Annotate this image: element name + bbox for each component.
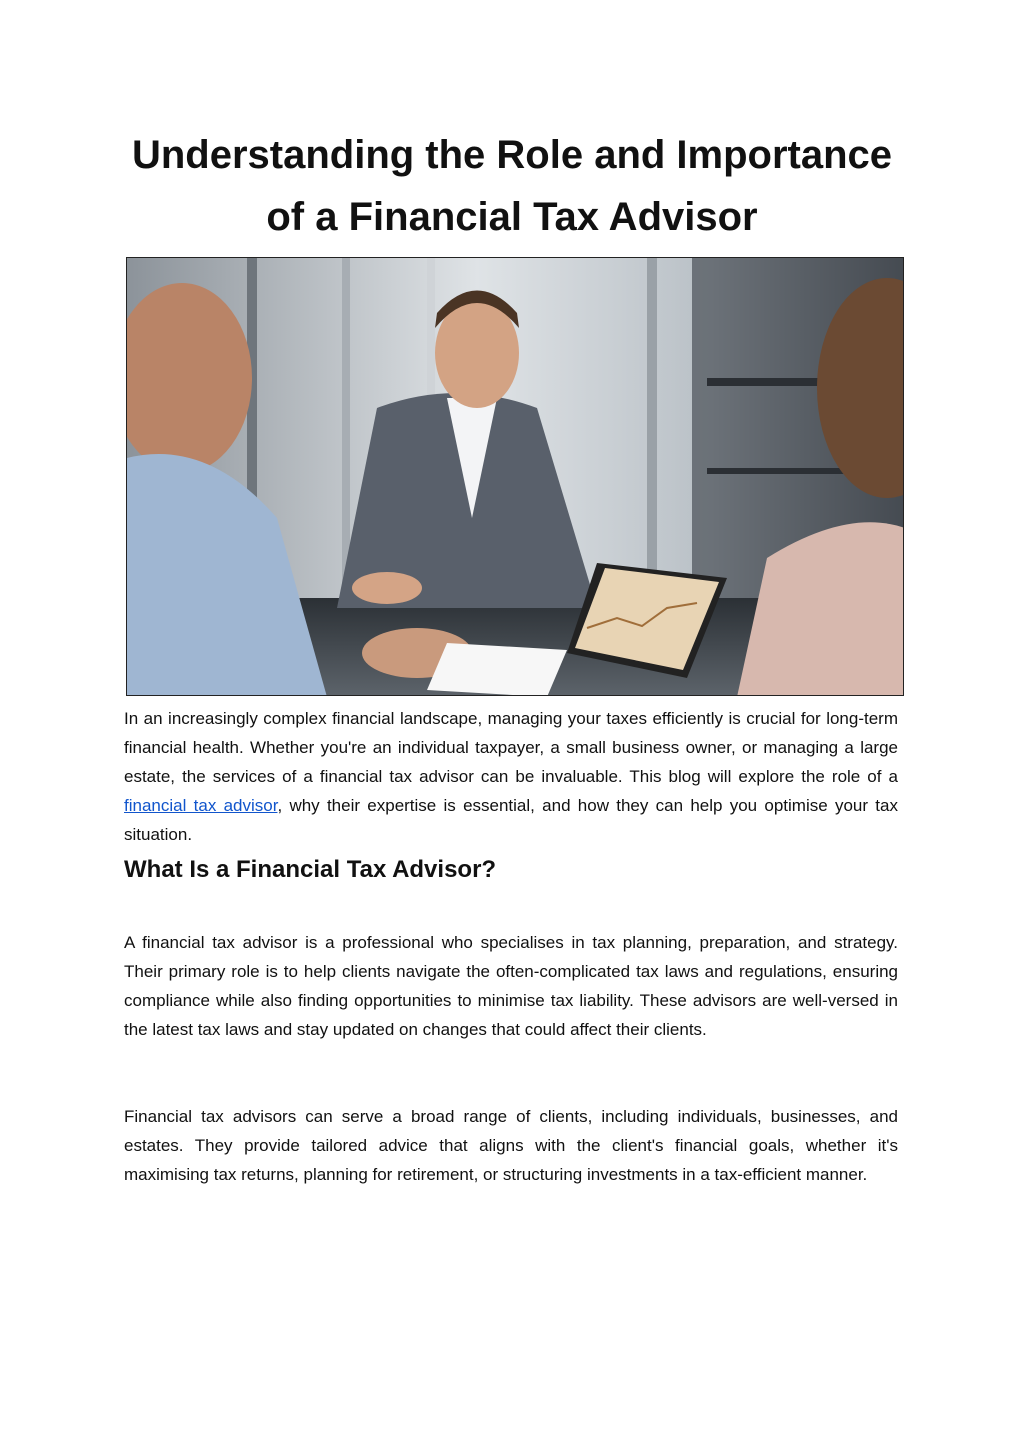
intro-text-after-link: , why their expertise is essential, and how they can help you optimise your tax situation. <box>124 796 898 844</box>
definition-paragraph: A financial tax advisor is a professional who specialises in tax planning, preparation, and strategy. Their primary role is to help clients navigate the often-complicated tax laws and regulations, ensuring compliance while also finding opportunities to minimise tax liability. These advisors are well-versed in the latest tax laws and stay updated on changes that could affect their clients. <box>124 933 898 1039</box>
hero-photo <box>126 257 904 696</box>
financial-tax-advisor-link[interactable]: financial tax advisor <box>124 796 278 815</box>
section-heading: What Is a Financial Tax Advisor? <box>124 856 497 883</box>
title-line-2: of a Financial Tax Advisor <box>266 195 758 239</box>
title-line-1: Understanding the Role and Importance <box>131 133 893 177</box>
page-title <box>124 124 900 248</box>
clients-paragraph: Financial tax advisors can serve a broad range of clients, including individuals, businesses, and estates. They provide tailored advice that aligns with the client's financial goals, whether it's maximising tax returns, planning for retirement, or structuring investments in a tax-efficient manner. <box>124 1107 898 1184</box>
intro-paragraph <box>124 704 898 849</box>
intro-text-before-link: In an increasingly complex financial landscape, managing your taxes efficiently is crucial for long-term financial health. Whether you're an individual taxpayer, a small business owner, or managing a large estate, the services of a financial tax advisor can be invaluable. This blog will explore the role of a <box>124 709 898 786</box>
